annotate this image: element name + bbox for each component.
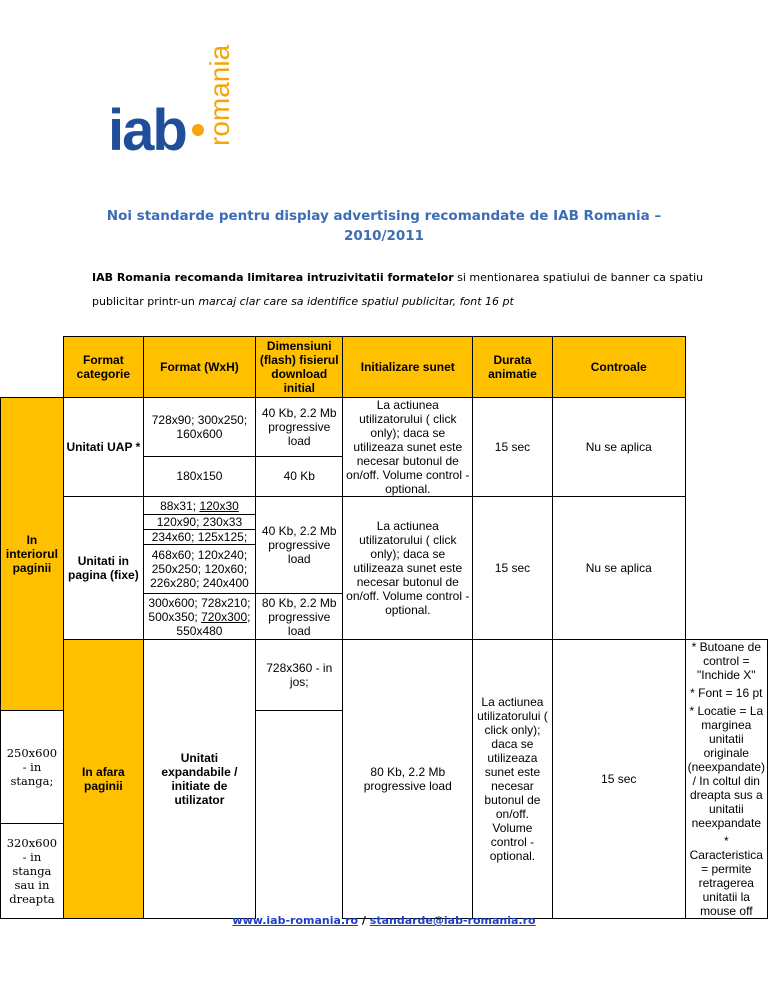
sunet-pagina: La actiunea utilizatorului ( click only); daca se utilizeaza sunet este necesar butonul de on/off. Volume control - optional. [343,497,473,640]
intro-italic: marcaj clar care sa identifice spatiul publicitar, font 16 pt [198,295,514,308]
category-uap: Unitati UAP * [63,398,143,497]
format-exp-1: 728x360 - in jos; [256,640,343,711]
intro-paragraph [92,266,712,314]
sunet-uap: La actiunea utilizatorului ( click only); daca se utilizeaza sunet este necesar butonul de on/off. Volume control - optional. [343,398,473,497]
format-pagina-3: 234x60; 125x125; [143,530,255,545]
header-format: Format (WxH) [143,337,255,398]
dim-pagina-1: 40 Kb, 2.2 Mb progressive load [256,497,343,594]
controale-exp-4: * Caracteristica = permite retragerea unitatii la mouse off [689,834,763,918]
logo-dot [192,124,204,136]
header-sunet: Initializare sunet [343,337,473,398]
dim-uap-2: 40 Kb [256,456,343,496]
durata-exp: 15 sec [552,640,685,919]
dim-uap-1: 40 Kb, 2.2 Mb progressive load [256,398,343,457]
header-dimensiuni: Dimensiuni (flash) fisierul download initial [256,337,343,398]
footer-separator: / [358,914,370,927]
format-uap-1: 728x90; 300x250; 160x600 [143,398,255,457]
logo-iab-text: iab [108,98,186,163]
controale-uap: Nu se aplica [552,398,685,497]
format-pagina-5 [143,594,255,640]
table-row [1,398,768,457]
section-in-interior: In interiorul paginii [1,398,64,711]
format-pagina-5b: 720x300; [201,609,251,624]
logo-romania-text: romania [204,44,235,146]
format-pagina-4: 468x60; 120x240; 250x250; 120x60; 226x280; 240x400 [143,545,255,594]
format-uap-2: 180x150 [143,456,255,496]
format-pagina-1b: 120x30 [199,498,239,513]
controale-pagina: Nu se aplica [552,497,685,640]
format-pagina-1 [143,497,255,515]
durata-uap: 15 sec [473,398,553,497]
durata-pagina: 15 sec [473,497,553,640]
standards-table [0,336,768,919]
format-pagina-5c: 550x480 [176,623,223,638]
sunet-exp: La actiunea utilizatorului ( click only); daca se utilizeaza sunet este necesar butonul de on/off. Volume control - optional. [473,640,553,919]
intro-bold: IAB Romania recomanda limitarea intruzivitatii formatelor [92,271,454,284]
intro-normal: si mentionarea spatiului de banner ca spatiu publicitar printr-un [92,271,704,308]
category-pagina: Unitati in pagina (fixe) [63,497,143,640]
table-row [1,497,768,515]
header-row [1,337,768,398]
format-pagina-5a: 300x600; 728x210; 500x350; [148,595,251,624]
header-durata: Durata animatie [473,337,553,398]
footer-links [0,914,768,927]
controale-exp-1: * Butoane de control = "Inchide X" [691,640,761,682]
category-expandabile: Unitati expandabile / initiate de utilizator [143,640,255,919]
dim-pagina-2: 80 Kb, 2.2 Mb progressive load [256,594,343,640]
section-in-afara: In afara paginii [63,640,143,919]
format-pagina-1a: 88x31; [160,498,200,513]
header-controale: Controale [552,337,685,398]
footer-site-link[interactable]: www.iab-romania.ro [232,914,359,927]
page-title: Noi standarde pentru display advertising recomandate de IAB Romania – 2010/2011 [106,208,662,244]
header-categorie: Format categorie [63,337,143,398]
format-exp-3: 320x600 - in stanga sau in dreapta [1,823,64,918]
dim-exp: 80 Kb, 2.2 Mb progressive load [343,640,473,919]
format-pagina-2: 120x90; 230x33 [143,515,255,530]
controale-exp-3: * Locatie = La marginea unitatii originale (neexpandate) / In coltul din dreapta sus a unitatii neexpandate [687,704,765,830]
format-exp-2: 250x600 - in stanga; [1,711,64,824]
controale-exp [685,640,767,919]
footer-email-link[interactable]: standarde@iab-romania.ro [369,914,536,927]
table-row [1,640,768,711]
iab-romania-logo [108,42,235,172]
controale-exp-2: * Font = 16 pt [690,686,763,700]
